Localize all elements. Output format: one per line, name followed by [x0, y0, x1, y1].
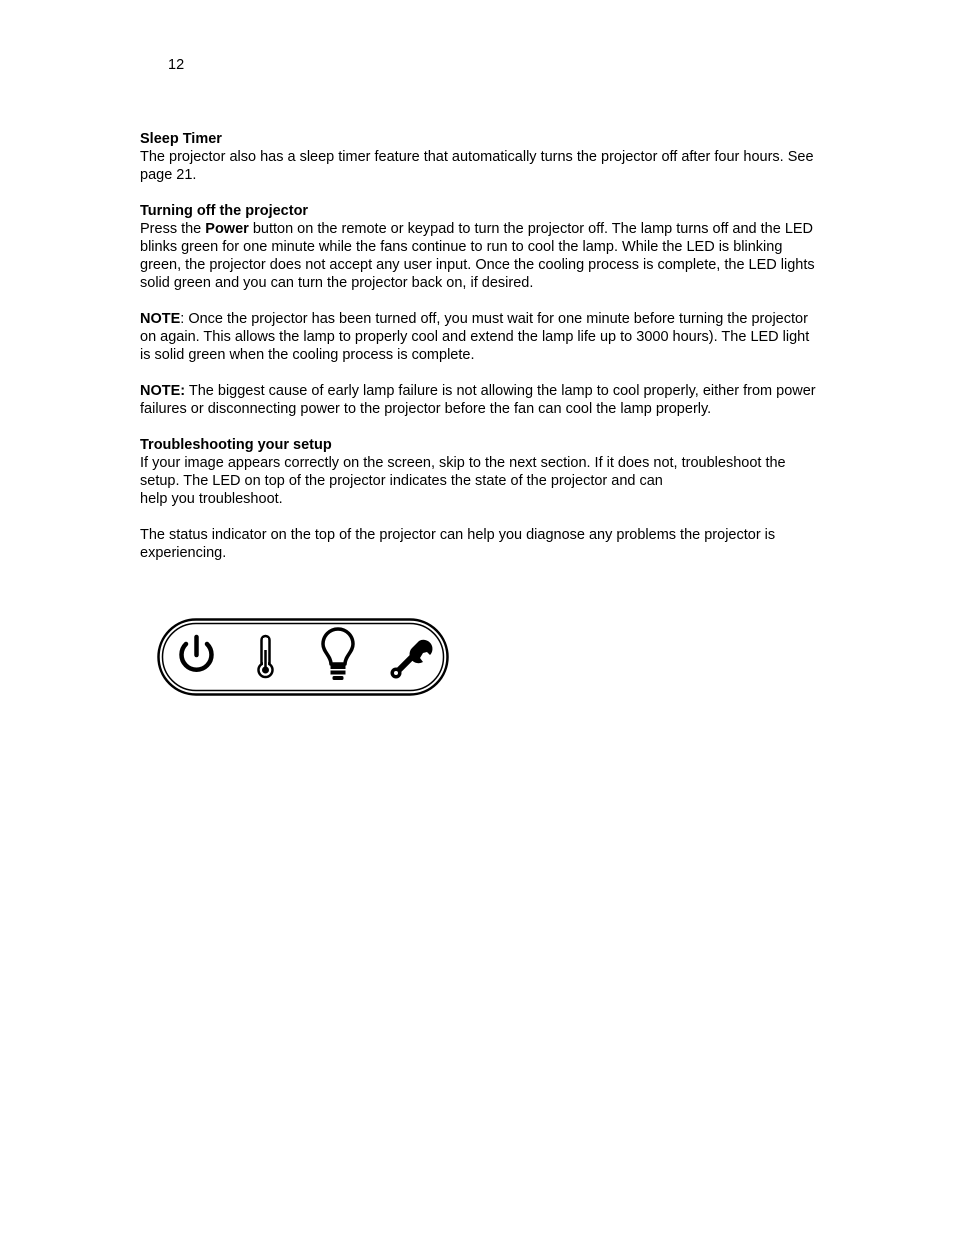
section-heading: Turning off the projector [140, 203, 309, 219]
section-paragraph: The projector also has a sleep timer feature that automatically turns the projector off after four hours. See page 21. [140, 149, 814, 183]
note-text: : Once the projector has been turned off, you must wait for one minute before turning the projector on again. This allows the lamp to properly cool and extend the lamp life up to 3000 hours). The LED light is solid green when the cooling process is complete. [140, 311, 810, 363]
wrench-icon [391, 640, 433, 679]
section-note-cooling [140, 310, 820, 364]
document-body [140, 130, 820, 580]
thermometer-icon [259, 636, 273, 677]
paragraph-text: button on the remote or keypad to turn the projector off. The lamp turns off and the LED blinks green for one minute while the fans continue to run to cool the lamp. While the LED is blinking green, the projector does not accept any user input. Once the cooling process is complete, the LED lights solid green and you can turn the projector back on, if desired. [140, 221, 815, 291]
paragraph-line: help you troubleshoot. [140, 491, 283, 507]
status-indicator-panel [157, 618, 449, 696]
power-term: Power [205, 221, 249, 237]
note-paragraph [140, 310, 820, 364]
section-heading: Sleep Timer [140, 131, 222, 147]
section-heading: Troubleshooting your setup [140, 437, 332, 453]
lamp-bulb-icon [323, 629, 353, 680]
section-troubleshooting [140, 436, 820, 508]
status-panel-figure [157, 618, 449, 696]
power-icon [182, 637, 212, 670]
paragraph-text: Press the [140, 221, 206, 237]
note-label: NOTE [140, 311, 181, 327]
section-status-indicator [140, 526, 820, 562]
section-paragraph: The status indicator on the top of the projector can help you diagnose any problems the projector is experiencing. [140, 527, 776, 561]
note-text: The biggest cause of early lamp failure is not allowing the lamp to cool properly, either from power failures or disconnecting power to the projector before the fan can cool the lamp properly. [140, 383, 816, 417]
note-label: NOTE: [140, 383, 186, 399]
note-paragraph [140, 382, 820, 418]
paragraph-line: If your image appears correctly on the screen, skip to the next section. If it does not, troubleshoot the setup. The LED on top of the projector indicates the state of the projector and can [140, 455, 786, 489]
section-paragraph [140, 454, 820, 508]
section-sleep-timer [140, 130, 820, 184]
section-turning-off [140, 202, 820, 292]
page-number: 12 [168, 57, 185, 73]
section-note-lamp-failure [140, 382, 820, 418]
section-paragraph [140, 220, 820, 292]
